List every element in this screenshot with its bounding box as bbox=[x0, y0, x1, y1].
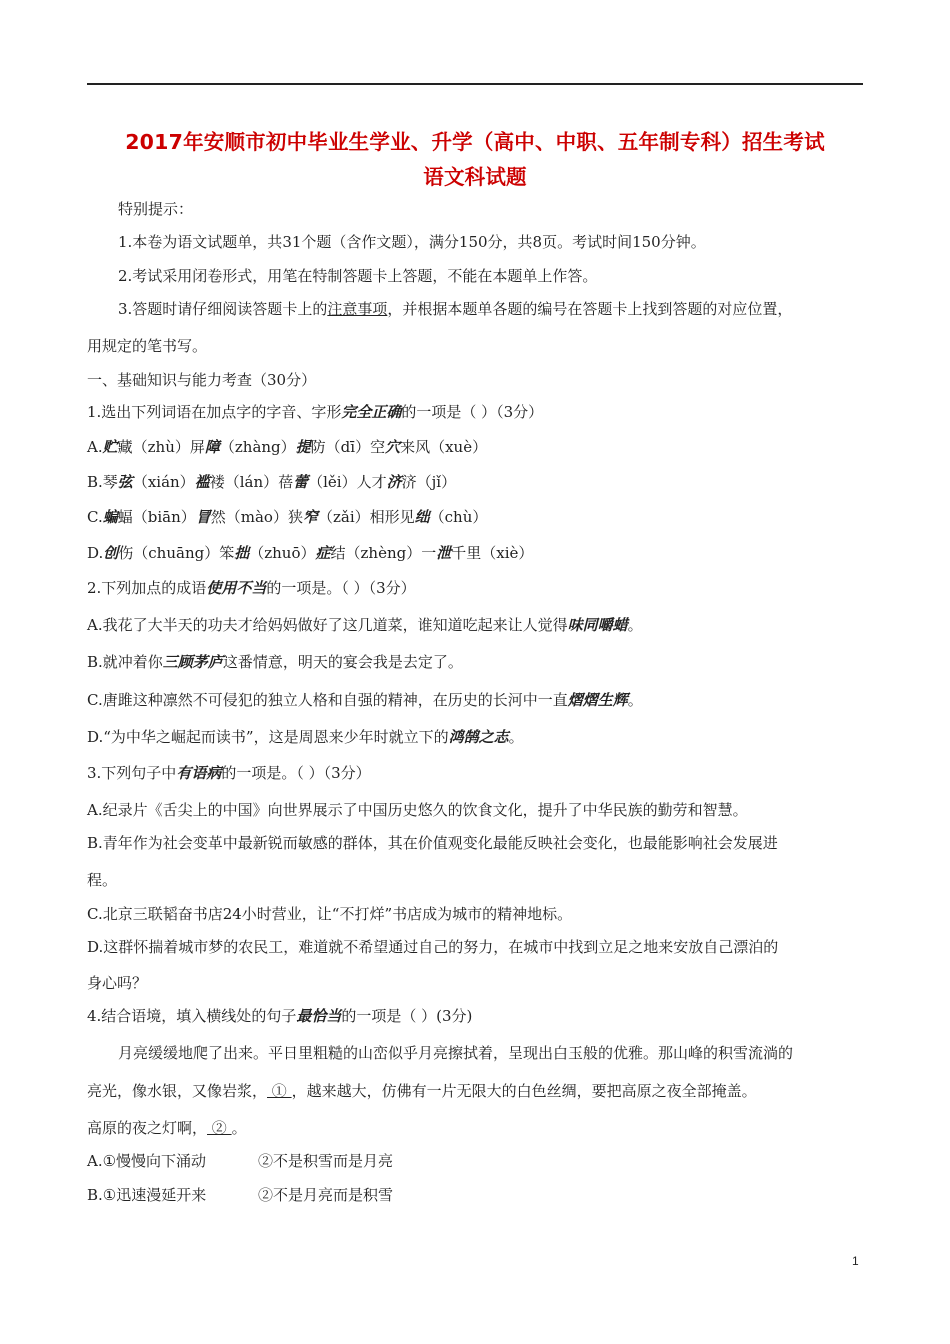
text: （lěi）人才 bbox=[308, 473, 387, 491]
tip-3-text: 3.答题时请仔细阅读答题卡上的 bbox=[118, 300, 328, 318]
question-3-option-d: D.这群怀揣着城市梦的农民工，难道就不希望通过自己的努力，在城市中找到立足之地来安放自己漂泊的 bbox=[87, 938, 779, 956]
text: （zhuō） bbox=[249, 544, 316, 562]
dotted-char: 蕾 bbox=[293, 473, 309, 491]
text: 。 bbox=[231, 1119, 247, 1137]
tip-2: 2.考试采用闭卷形式，用笔在特制答题卡上答题，不能在本题单上作答。 bbox=[118, 267, 598, 285]
text: 的一项是。（ ）（3分） bbox=[266, 579, 416, 597]
text: （chù） bbox=[429, 508, 488, 526]
text: 的一项是。（ ）（3分） bbox=[221, 764, 371, 782]
question-3-option-a: A.纪录片《舌尖上的中国》向世界展示了中国历史悠久的饮食文化，提升了中华民族的勤劳和智慧。 bbox=[87, 801, 748, 819]
emphasis: 使用不当 bbox=[206, 579, 267, 597]
text: 高原的夜之灯啊， bbox=[87, 1119, 208, 1137]
tip-heading: 特别提示： bbox=[118, 200, 194, 218]
question-3-option-b-cont: 程。 bbox=[87, 871, 118, 889]
text: 然（mào）狭 bbox=[210, 508, 303, 526]
question-1-stem bbox=[87, 402, 543, 422]
text: ，越来越大，仿佛有一片无限大的白色丝绸，要把高原之夜全部掩盖。 bbox=[291, 1082, 757, 1100]
dotted-char: 济 bbox=[386, 473, 402, 491]
text: A. bbox=[87, 438, 103, 456]
dotted-char: 拙 bbox=[234, 544, 250, 562]
text: B.①迅速漫延开来 bbox=[87, 1186, 207, 1204]
exam-title: 2017年安顺市初中毕业生学业、升学（高中、中职、五年制专科）招生考试 bbox=[125, 130, 825, 154]
text: 。 bbox=[627, 691, 643, 709]
question-4-option-b bbox=[87, 1185, 393, 1205]
passage-line-2 bbox=[87, 1081, 757, 1101]
emphasis: 最恰当 bbox=[296, 1007, 342, 1025]
dotted-char: 褴 bbox=[194, 473, 210, 491]
text: C. bbox=[87, 508, 103, 526]
text: 这番情意，明天的宴会我是去定了。 bbox=[222, 653, 463, 671]
idiom: 鸿鹄之志 bbox=[448, 728, 509, 746]
question-1-option-d bbox=[87, 543, 533, 563]
question-4-stem bbox=[87, 1006, 472, 1026]
blank-2: ② bbox=[207, 1119, 232, 1137]
tip-3-continuation: 用规定的笔书写。 bbox=[87, 337, 208, 355]
dotted-char: 绌 bbox=[414, 508, 430, 526]
emphasis: 有语病 bbox=[176, 764, 222, 782]
text: D. bbox=[87, 544, 104, 562]
text: 2.下列加点的成语 bbox=[87, 579, 207, 597]
dotted-char: 窄 bbox=[302, 508, 318, 526]
text: B.琴 bbox=[87, 473, 118, 491]
text: C.唐雎这种凛然不可侵犯的独立人格和自强的精神，在历史的长河中一直 bbox=[87, 691, 568, 709]
dotted-char: 泄 bbox=[436, 544, 452, 562]
text: A.我花了大半天的功夫才给妈妈做好了这几道菜，谁知道吃起来让人觉得 bbox=[87, 616, 568, 634]
text: 藏（zhù）屏 bbox=[117, 438, 205, 456]
question-2-option-d bbox=[87, 727, 524, 747]
blank-1: ① bbox=[267, 1082, 292, 1100]
passage-line-1: 月亮缓缓地爬了出来。平日里粗糙的山峦似乎月亮擦拭着，呈现出白玉般的优雅。那山峰的积雪流淌的 bbox=[118, 1044, 794, 1062]
dotted-char: 创 bbox=[103, 544, 119, 562]
header-rule bbox=[87, 83, 863, 85]
question-1-option-a bbox=[87, 437, 487, 457]
text: 蝠（biān） bbox=[117, 508, 196, 526]
text: ②不是积雪而是月亮 bbox=[258, 1152, 394, 1170]
text: D.“为中华之崛起而读书”，这是周恩来少年时就立下的 bbox=[87, 728, 449, 746]
text: 4.结合语境，填入横线处的句子 bbox=[87, 1007, 297, 1025]
text: 济（jǐ） bbox=[401, 473, 457, 491]
text: 。 bbox=[508, 728, 524, 746]
question-3-stem bbox=[87, 763, 371, 783]
dotted-char: 弦 bbox=[117, 473, 133, 491]
question-3-option-c: C.北京三联韬奋书店24小时营业，让“不打烊”书店成为城市的精神地标。 bbox=[87, 905, 573, 923]
question-2-option-c bbox=[87, 690, 643, 710]
text: 的一项是（ ）(3分) bbox=[341, 1007, 473, 1025]
question-1-option-c bbox=[87, 507, 487, 527]
text: 1.选出下列词语在加点字的字音、字形 bbox=[87, 403, 342, 421]
question-4-option-a bbox=[87, 1151, 393, 1171]
page-number: 1 bbox=[852, 1254, 859, 1268]
idiom: 三顾茅庐 bbox=[162, 653, 223, 671]
text: ②不是月亮而是积雪 bbox=[258, 1186, 394, 1204]
dotted-char: 症 bbox=[315, 544, 331, 562]
text: 3.下列句子中 bbox=[87, 764, 177, 782]
tip-1: 1.本卷为语文试题单，共31个题（含作文题），满分150分，共8页。考试时间150分钟。 bbox=[118, 233, 706, 251]
text: 伤（chuāng）笨 bbox=[118, 544, 235, 562]
question-2-option-b bbox=[87, 652, 463, 672]
section-heading: 一、基础知识与能力考查（30分） bbox=[87, 371, 317, 389]
text: 来风（xuè） bbox=[400, 438, 488, 456]
question-2-stem bbox=[87, 578, 416, 598]
dotted-char: 障 bbox=[204, 438, 220, 456]
text: 千里（xiè） bbox=[451, 544, 534, 562]
passage-line-3 bbox=[87, 1118, 247, 1138]
text: A.①慢慢向下涌动 bbox=[87, 1152, 207, 1170]
exam-subtitle: 语文科试题 bbox=[423, 165, 527, 189]
question-2-option-a bbox=[87, 615, 643, 635]
question-3-option-d-cont: 身心吗？ bbox=[87, 974, 148, 992]
text: 的一项是（ ）（3分） bbox=[401, 403, 544, 421]
text: （xián） bbox=[132, 473, 195, 491]
text: 。 bbox=[627, 616, 643, 634]
text: （zǎi）相形见 bbox=[317, 508, 415, 526]
tip-3-text-end: ，并根据本题单各题的编号在答题卡上找到答题的对应位置， bbox=[387, 300, 793, 318]
tip-3 bbox=[118, 299, 792, 319]
dotted-char: 蝙 bbox=[102, 508, 118, 526]
dotted-char: 贮 bbox=[102, 438, 118, 456]
dotted-char: 穴 bbox=[385, 438, 401, 456]
text: B.就冲着你 bbox=[87, 653, 163, 671]
idiom: 熠熠生辉 bbox=[567, 691, 628, 709]
text: 防（dī）空 bbox=[310, 438, 386, 456]
text: （zhàng） bbox=[219, 438, 296, 456]
question-3-option-b: B.青年作为社会变革中最新锐而敏感的群体，其在价值观变化最能反映社会变化，也最能影响社会发展进 bbox=[87, 834, 778, 852]
emphasis: 完全正确 bbox=[341, 403, 402, 421]
dotted-char: 冒 bbox=[195, 508, 211, 526]
idiom: 味同嚼蜡 bbox=[567, 616, 628, 634]
text: 结（zhèng）一 bbox=[330, 544, 437, 562]
text: 褛（lán）蓓 bbox=[209, 473, 294, 491]
question-1-option-b bbox=[87, 472, 456, 492]
tip-3-underlined: 注意事项 bbox=[327, 300, 388, 318]
dotted-char: 提 bbox=[295, 438, 311, 456]
text: 亮光，像水银，又像岩浆， bbox=[87, 1082, 268, 1100]
